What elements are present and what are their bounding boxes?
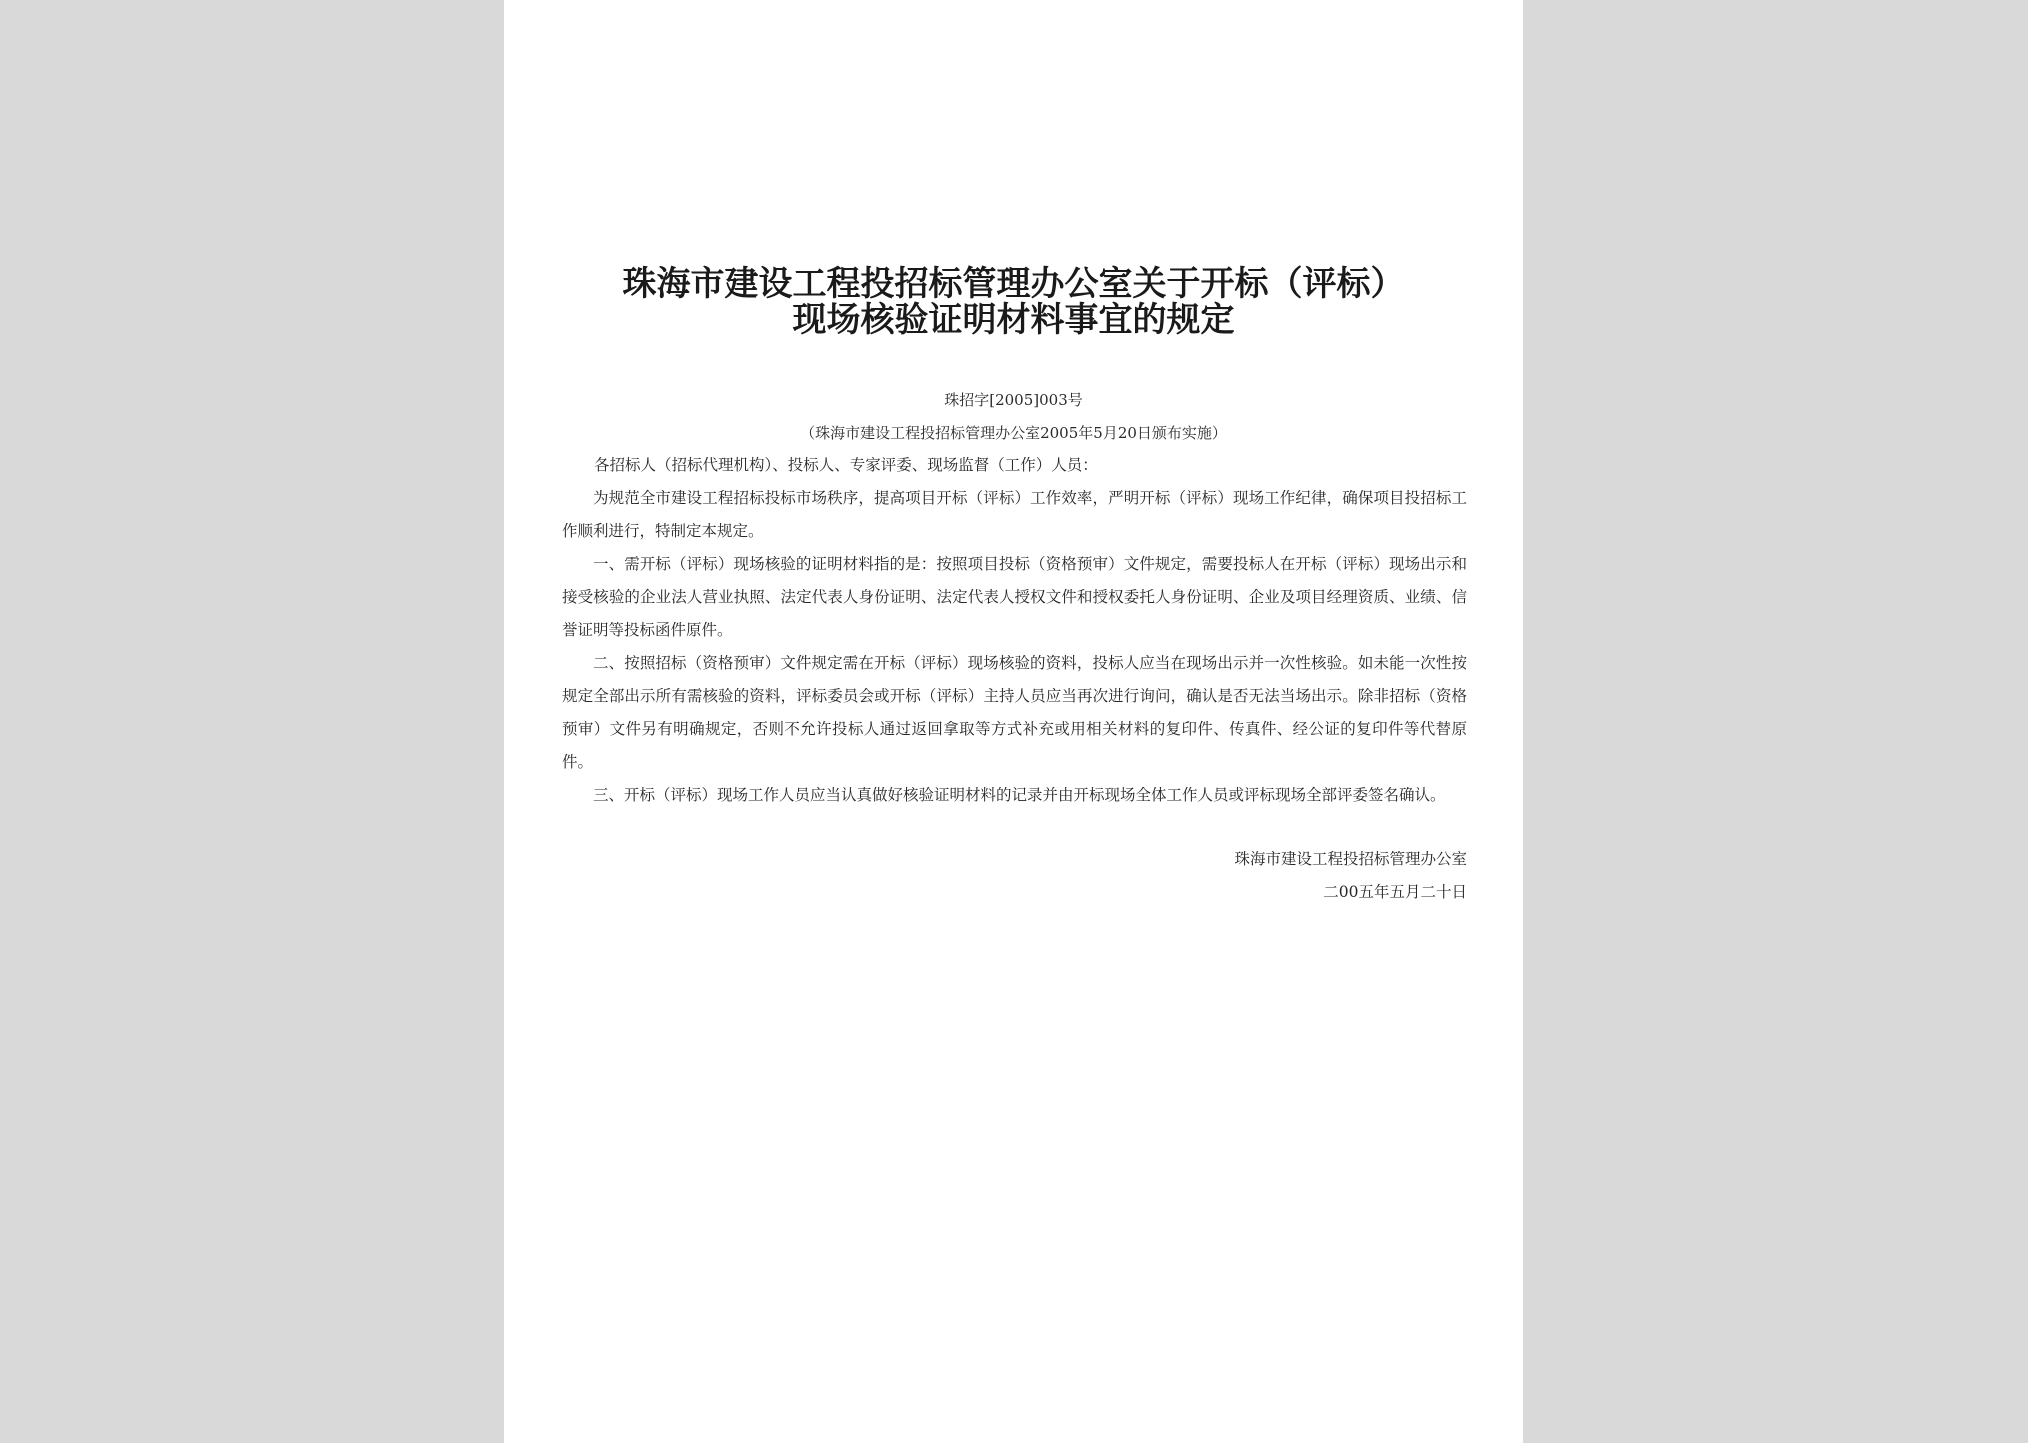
document-number: 珠招字[2005]003号 xyxy=(944,391,1083,409)
salutation: 各招标人（招标代理机构）、投标人、专家评委、现场监督（工作）人员： xyxy=(594,456,1098,474)
signature-block xyxy=(1234,843,1467,909)
promulgation-note: （珠海市建设工程投招标管理办公室2005年5月20日颁布实施） xyxy=(800,424,1227,442)
document-body xyxy=(562,482,1467,812)
signature-organization: 珠海市建设工程投招标管理办公室 xyxy=(1234,850,1467,868)
document-title-line2: 现场核验证明材料事宜的规定 xyxy=(792,300,1235,340)
signature-date: 二00五年五月二十日 xyxy=(1323,883,1467,901)
document-page xyxy=(504,0,1523,1443)
paragraph-item-1: 一、需开标（评标）现场核验的证明材料指的是：按照项目投标（资格预审）文件规定，需要投标人在开标（评标）现场出示和接受核验的企业法人营业执照、法定代表人身份证明、法定代表人授权文件和授权委托人身份证明、企业及项目经理资质、业绩、信誉证明等投标函件原件。 xyxy=(562,555,1467,639)
paragraph-item-3: 三、开标（评标）现场工作人员应当认真做好核验证明材料的记录并由开标现场全体工作人员或评标现场全部评委签名确认。 xyxy=(593,786,1446,804)
document-title-line1: 珠海市建设工程投招标管理办公室关于开标（评标） xyxy=(622,264,1405,304)
paragraph-intro: 为规范全市建设工程招标投标市场秩序，提高项目开标（评标）工作效率，严明开标（评标）现场工作纪律，确保项目投招标工作顺利进行，特制定本规定。 xyxy=(562,489,1467,540)
paragraph-item-2: 二、按照招标（资格预审）文件规定需在开标（评标）现场核验的资料，投标人应当在现场出示并一次性核验。如未能一次性按规定全部出示所有需核验的资料，评标委员会或开标（评标）主持人员应当再次进行询问，确认是否无法当场出示。除非招标（资格预审）文件另有明确规定，否则不允许投标人通过返回拿取等方式补充或用相关材料的复印件、传真件、经公证的复印件等代替原件。 xyxy=(562,654,1467,771)
